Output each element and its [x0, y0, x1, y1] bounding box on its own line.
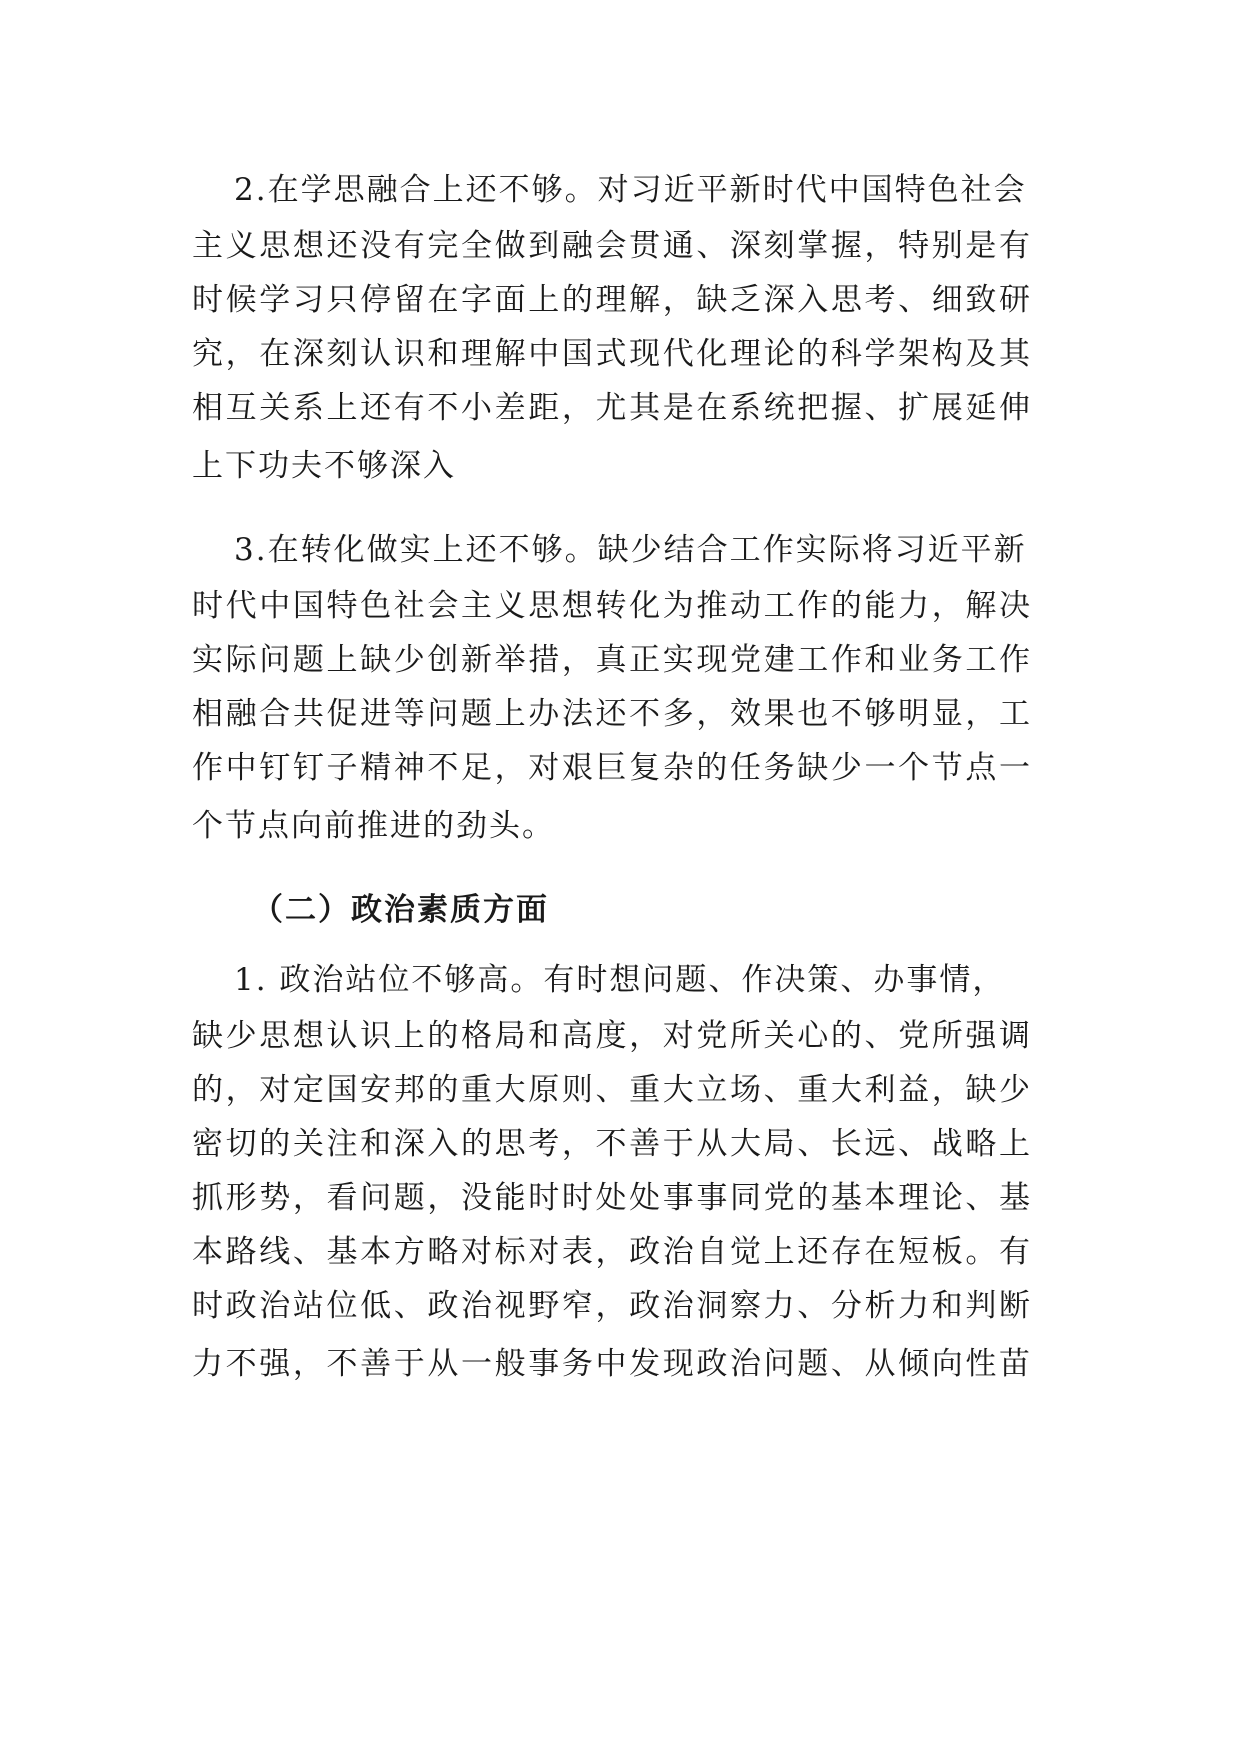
- paragraph-line: 时候学习只停留在字面上的理解，缺乏深入思考、细致研: [192, 282, 1032, 318]
- paragraph-line: 3.在转化做实上还不够。缺少结合工作实际将习近平新: [234, 532, 1027, 568]
- paragraph-line: 主义思想还没有完全做到融会贯通、深刻掌握，特别是有: [192, 228, 1032, 264]
- paragraph-line: 相融合共促进等问题上办法还不多，效果也不够明显，工: [192, 696, 1032, 732]
- paragraph-line: 的，对定国安邦的重大原则、重大立场、重大利益，缺少: [192, 1072, 1032, 1108]
- paragraph-line: 实际问题上缺少创新举措，真正实现党建工作和业务工作: [192, 642, 1032, 678]
- paragraph-line: 缺少思想认识上的格局和高度，对党所关心的、党所强调: [192, 1018, 1032, 1054]
- paragraph-line: 究，在深刻认识和理解中国式现代化理论的科学架构及其: [192, 336, 1032, 372]
- paragraph-line: 密切的关注和深入的思考，不善于从大局、长远、战略上: [192, 1126, 1032, 1162]
- paragraph-line: 时代中国特色社会主义思想转化为推动工作的能力，解决: [192, 588, 1032, 624]
- paragraph-line: 抓形势，看问题，没能时时处处事事同党的基本理论、基: [192, 1180, 1032, 1216]
- paragraph-line: 1. 政治站位不够高。有时想问题、作决策、办事情，: [234, 962, 1006, 998]
- paragraph-line: 力不强，不善于从一般事务中发现政治问题、从倾向性苗: [192, 1346, 1032, 1382]
- section-heading: （二）政治素质方面: [252, 892, 549, 928]
- paragraph-line: 时政治站位低、政治视野窄，政治洞察力、分析力和判断: [192, 1288, 1032, 1324]
- paragraph-line: 作中钉钉子精神不足，对艰巨复杂的任务缺少一个节点一: [192, 750, 1032, 786]
- paragraph-line: 2.在学思融合上还不够。对习近平新时代中国特色社会: [234, 172, 1027, 208]
- paragraph-line: 上下功夫不够深入: [192, 448, 456, 484]
- paragraph-line: 本路线、基本方略对标对表，政治自觉上还存在短板。有: [192, 1234, 1032, 1270]
- paragraph-line: 相互关系上还有不小差距，尤其是在系统把握、扩展延伸: [192, 390, 1032, 426]
- paragraph-line: 个节点向前推进的劲头。: [192, 808, 555, 844]
